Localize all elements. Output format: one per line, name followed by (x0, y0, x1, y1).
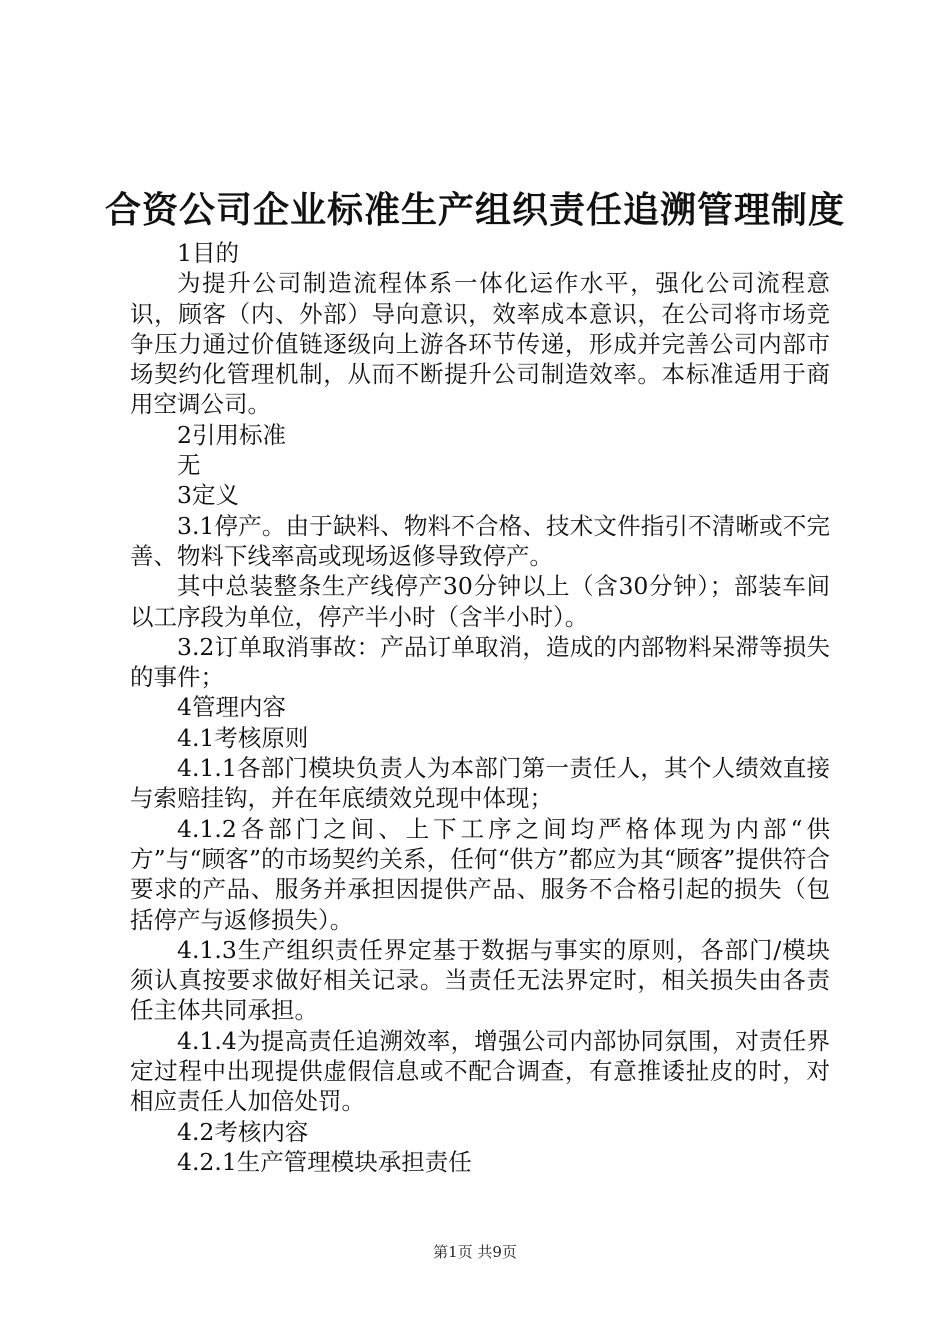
document-title: 合资公司企业标准生产组织责任追溯管理制度 (104, 189, 845, 231)
paragraph-principle-4-1-1: 4.1.1各部门模块负责人为本部门第一责任人，其个人绩效直接与索赔挂钩，并在年底绩效兑现中体现； (130, 754, 830, 813)
paragraph-definition-3-1: 3.1停产。由于缺料、物料不合格、技术文件指引不清晰或不完善、物料下线率高或现场返修导致停产。 (130, 511, 830, 570)
heading-content: 4.2考核内容 (177, 1117, 309, 1146)
heading-references: 2引用标准 (177, 420, 286, 449)
paragraph-principle-4-1-3: 4.1.3生产组织责任界定基于数据与事实的原则，各部门/模块须认真按要求做好相关记录。当责任无法界定时，相关损失由各责任主体共同承担。 (130, 935, 830, 1025)
paragraph-references: 无 (177, 451, 201, 480)
paragraph-principle-4-1-2: 4.1.2各部门之间、上下工序之间均严格体现为内部“供方”与“顾客”的市场契约关系，任何“供方”都应为其“顾客”提供符合要求的产品、服务并承担因提供产品、服务不合格引起的损失（包括停产与返修损失）。 (130, 814, 830, 934)
paragraph-purpose: 为提升公司制造流程体系一体化运作水平，强化公司流程意识，顾客（内、外部）导向意识，效率成本意识，在公司将市场竞争压力通过价值链逐级向上游各环节传递，形成并完善公司内部市场契约化管理机制，从而不断提升公司制造效率。本标准适用于商用空调公司。 (130, 269, 830, 419)
heading-principles: 4.1考核原则 (177, 723, 309, 752)
heading-purpose: 1目的 (177, 239, 239, 267)
heading-definitions: 3定义 (177, 481, 239, 510)
paragraph-principle-4-1-4: 4.1.4为提高责任追溯效率，增强公司内部协同氛围，对责任界定过程中出现提供虚假信息或不配合调查，有意推诿扯皮的时，对相应责任人加倍处罚。 (130, 1026, 830, 1116)
heading-4-2-1: 4.2.1生产管理模块承担责任 (177, 1147, 472, 1176)
paragraph-definition-3-2: 3.2订单取消事故：产品订单取消，造成的内部物料呆滞等损失的事件； (130, 632, 830, 692)
page-footer: 第1页 共9页 (433, 1243, 517, 1261)
paragraph-definition-3-1-detail: 其中总装整条生产线停产30分钟以上（含30分钟）；部装车间以工序段为单位，停产半小时（含半小时）。 (130, 572, 830, 631)
heading-management: 4管理内容 (177, 693, 286, 722)
document-body (130, 238, 830, 1177)
